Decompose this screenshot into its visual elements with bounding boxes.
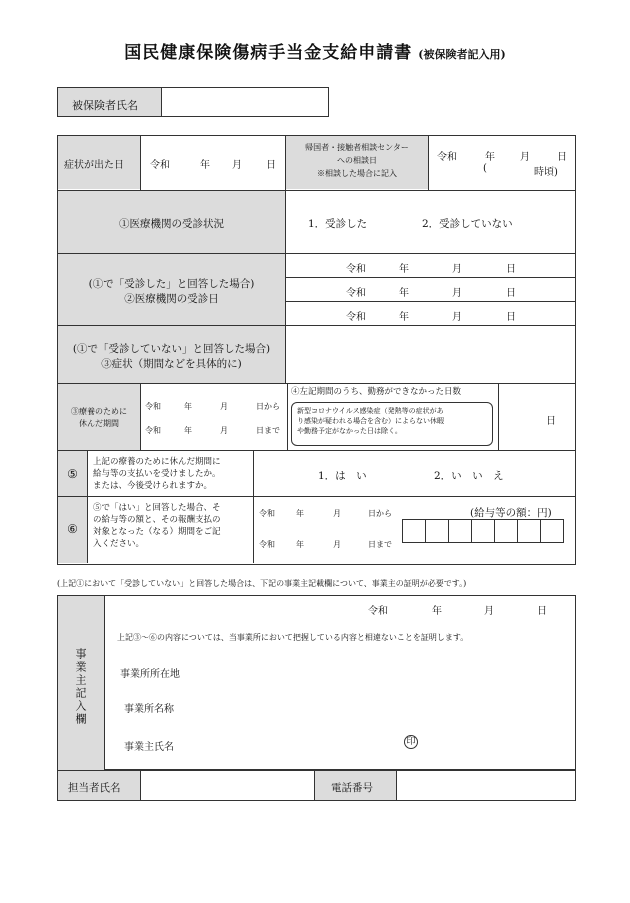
q2-row3-year: 年	[399, 312, 409, 323]
employer-date-era: 令和	[368, 606, 388, 617]
q1-label: ①医療機関の受診状況	[119, 218, 224, 230]
q2-row2-year: 年	[399, 288, 409, 299]
onset-era: 令和	[150, 160, 170, 171]
q5-text-3: または、今後受けられますか。	[93, 481, 213, 491]
consult-month: 月	[520, 152, 530, 163]
phone-label: 電話番号	[331, 782, 373, 794]
q4-day-unit: 日	[546, 416, 556, 427]
page-title	[0, 38, 630, 63]
q1-option-not-visited[interactable]: 2．受診していない	[422, 218, 513, 230]
q1-option-visited[interactable]: 1．受診した	[308, 218, 368, 230]
employer-date-month: 月	[484, 606, 494, 617]
q6-from-year: 年	[296, 509, 304, 518]
q4-from-suffix: 日から	[256, 402, 280, 411]
q6-num: ⑥	[67, 522, 78, 536]
q4-from-era: 令和	[145, 402, 161, 411]
employer-name-label: 事業所名称	[124, 704, 174, 715]
q6-text-4: 入ください。	[93, 539, 145, 549]
q6-to-year: 年	[296, 540, 304, 549]
amount-digit-box[interactable]	[402, 519, 426, 543]
q3-label-2: ③症状（期間などを具体的に)	[101, 358, 242, 370]
onset-day: 日	[266, 160, 276, 171]
q4-absent-label: ④左記期間のうち、勤務ができなかった日数	[291, 387, 462, 397]
form-subtitle: (被保険者記入用)	[418, 48, 506, 61]
q2-row1-day: 日	[506, 264, 516, 275]
amount-digit-box[interactable]	[448, 519, 472, 543]
q5-num: ⑤	[67, 467, 78, 481]
q4-to-suffix: 日まで	[256, 426, 280, 435]
q6-to-month: 月	[333, 540, 341, 549]
q2-row2-era: 令和	[346, 288, 366, 299]
onset-month: 月	[232, 160, 242, 171]
q6-amount-label: (給与等の額：円)	[470, 507, 552, 519]
employer-owner-label: 事業主氏名	[124, 742, 174, 753]
person-name-field[interactable]	[141, 771, 314, 800]
consult-note: ※相談した場合に記入	[317, 169, 397, 178]
consult-paren: (	[483, 163, 487, 174]
employer-address-label: 事業所所在地	[120, 669, 180, 680]
employer-note: (上記①において「受診していない」と回答した場合は、下記の事業主記載欄について、事業主の証明が必要です。)	[57, 579, 467, 588]
consult-era: 令和	[437, 152, 457, 163]
q6-text-2: の給与等の額と、その報酬支払の	[93, 515, 221, 525]
q4-note-1: 新型コロナウイルス感染症（発熱等の症状があ	[297, 407, 444, 415]
q5-option-no[interactable]: 2．い い え	[434, 470, 504, 482]
q6-to-era: 令和	[259, 540, 275, 549]
phone-field[interactable]	[397, 771, 575, 800]
amount-digit-box[interactable]	[471, 519, 495, 543]
q4-label-2: 休んだ期間	[79, 419, 119, 428]
q4-to-year: 年	[184, 426, 192, 435]
employer-date-day: 日	[537, 606, 547, 617]
q3-label-1: (①で「受診していない」と回答した場合)	[72, 343, 271, 355]
q2-row1-era: 令和	[346, 264, 366, 275]
q6-text-1: ⑤で「はい」と回答した場合、そ	[93, 503, 221, 513]
q2-label-2: ②医療機関の受診日	[124, 293, 219, 305]
consult-time: 時頃)	[534, 167, 558, 178]
q2-row1-year: 年	[399, 264, 409, 275]
amount-digit-box[interactable]	[494, 519, 518, 543]
q2-row2-month: 月	[452, 288, 462, 299]
q3-symptom-field[interactable]	[286, 326, 575, 383]
q5-text-1: 上記の療養のために休んだ期間に	[93, 457, 221, 467]
form-title: 国民健康保険傷病手当金支給申請書	[124, 43, 413, 63]
q4-label-1: ③療養のために	[71, 407, 127, 416]
q6-to-suffix: 日まで	[368, 540, 392, 549]
q2-row2-day: 日	[506, 288, 516, 299]
q6-text-3: 対象となった（なる）期間をご記	[93, 527, 221, 537]
q4-note-2: り感染が疑われる場合を含む）によらない休暇	[297, 417, 444, 425]
q4-absent-days-field[interactable]	[499, 384, 539, 450]
person-label: 担当者氏名	[68, 782, 121, 794]
onset-label: 症状が出た日	[64, 160, 124, 171]
consult-day: 日	[557, 152, 567, 163]
employer-section-label: 事業主記入欄	[74, 648, 87, 726]
employer-cert-text: 上記③～⑥の内容については、当事業所において把握している内容と相違ないことを証明します。	[117, 633, 469, 642]
q2-row3-day: 日	[506, 312, 516, 323]
q4-to-month: 月	[220, 426, 228, 435]
q2-row3-era: 令和	[346, 312, 366, 323]
amount-digit-box[interactable]	[425, 519, 449, 543]
seal-mark: 印	[404, 735, 418, 749]
insured-name-field[interactable]	[161, 87, 329, 117]
amount-digit-box[interactable]	[517, 519, 541, 543]
consult-label-1: 帰国者・接触者相談センター	[305, 143, 409, 152]
q6-from-month: 月	[333, 509, 341, 518]
onset-year: 年	[200, 160, 210, 171]
insured-name-label: 被保険者氏名	[72, 99, 138, 112]
q4-to-era: 令和	[145, 426, 161, 435]
q2-row1-month: 月	[452, 264, 462, 275]
q6-from-era: 令和	[259, 509, 275, 518]
q2-row3-month: 月	[452, 312, 462, 323]
consult-year: 年	[485, 152, 495, 163]
q4-from-month: 月	[220, 402, 228, 411]
q4-label-bg	[58, 384, 140, 450]
q2-label-1: (①で「受診した」と回答した場合)	[88, 278, 255, 290]
q4-note-3: や勤務予定がなかった日は除く。	[297, 427, 402, 435]
q5-option-yes[interactable]: 1．は い	[318, 470, 367, 482]
employer-date-year: 年	[432, 606, 442, 617]
q6-from-suffix: 日から	[368, 509, 392, 518]
amount-digit-box[interactable]	[540, 519, 564, 543]
q4-from-year: 年	[184, 402, 192, 411]
q5-text-2: 給与等の支払いを受けましたか。	[93, 469, 221, 479]
consult-label-2: への相談日	[337, 156, 377, 165]
